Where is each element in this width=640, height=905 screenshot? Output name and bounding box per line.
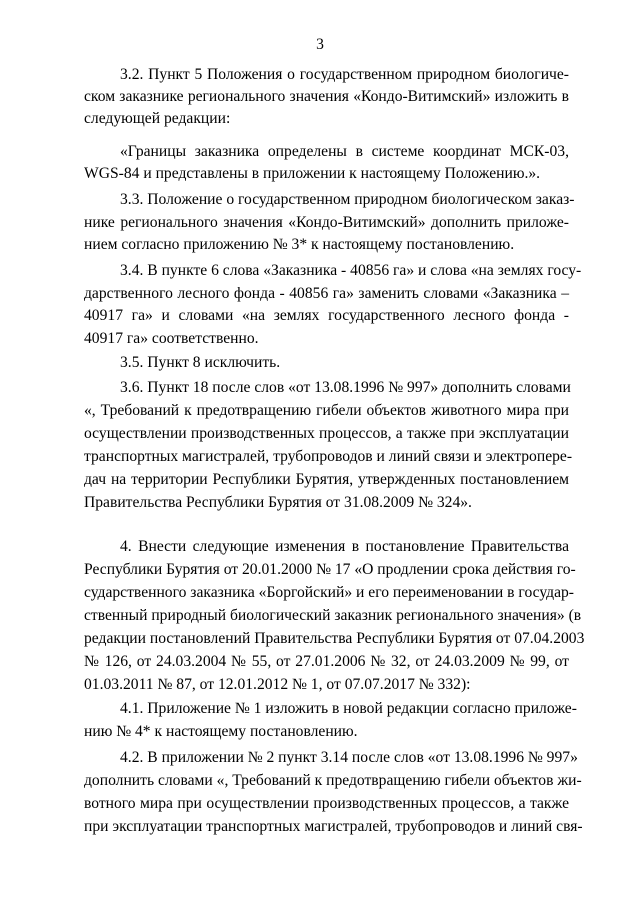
text-line: осуществлении производственных процессов, а также при эксплуатации bbox=[84, 425, 569, 442]
text-line: 3.4. В пункте 6 слова «Заказника - 40856 га» и слова «на землях госу- bbox=[120, 262, 582, 279]
text-line: Республики Бурятия от 20.01.2000 № 17 «О продлении срока действия го- bbox=[84, 561, 576, 578]
text-line: 3.3. Положение о государственном природном биологическом заказ- bbox=[120, 191, 575, 208]
text-line: нике регионального значения «Кондо-Витимский» дополнить приложе- bbox=[84, 214, 569, 231]
text-line: 01.03.2011 № 87, от 12.01.2012 № 1, от 07.07.2017 № 332): bbox=[84, 676, 471, 693]
text-line: нием согласно приложению № 3* к настоящему постановлению. bbox=[84, 236, 515, 253]
text-line: WGS-84 и представлены в приложении к настоящему Положению.». bbox=[84, 165, 541, 182]
text-line: следующей редакции: bbox=[84, 110, 231, 127]
text-line: 4. Внести следующие изменения в постановление Правительства bbox=[120, 538, 569, 555]
text-line: Правительства Республики Бурятия от 31.08.2009 № 324». bbox=[84, 494, 472, 511]
text-line: дарственного лесного фонда - 40856 га» заменить словами «Заказника – bbox=[84, 285, 569, 302]
text-line: сударственного заказника «Боргойский» и его переименовании в государ- bbox=[84, 584, 574, 601]
text-line: 4.1. Приложение № 1 изложить в новой редакции согласно приложе- bbox=[120, 700, 577, 717]
text-line: ском заказнике регионального значения «Кондо-Витимский» изложить в bbox=[84, 88, 569, 105]
text-line: дополнить словами «, Требований к предотвращению гибели объектов жи- bbox=[84, 772, 582, 789]
text-line: вотного мира при осуществлении производственных процессов, а также bbox=[84, 795, 569, 812]
text-line: ственный природный биологический заказник регионального значения» (в bbox=[84, 607, 582, 624]
text-line: 3.6. Пункт 18 после слов «от 13.08.1996 № 997» дополнить словами bbox=[120, 379, 571, 396]
text-line: дач на территории Республики Бурятия, утвержденных постановлением bbox=[84, 471, 569, 488]
text-line: нию № 4* к настоящему постановлению. bbox=[84, 723, 358, 740]
text-line: редакции постановлений Правительства Республики Бурятия от 07.04.2003 bbox=[84, 630, 585, 647]
text-line: 3.5. Пункт 8 исключить. bbox=[120, 354, 281, 371]
text-line: № 126, от 24.03.2004 № 55, от 27.01.2006 № 32, от 24.03.2009 № 99, от bbox=[84, 653, 569, 670]
text-line: 40917 га» и словами «на землях государственного лесного фонда - bbox=[84, 307, 569, 324]
text-line: при эксплуатации транспортных магистралей, трубопроводов и линий свя- bbox=[84, 818, 583, 835]
text-line: 40917 га» соответственно. bbox=[84, 330, 259, 347]
text-line: «Границы заказника определены в системе координат МСК-03, bbox=[120, 143, 569, 160]
text-line: 4.2. В приложении № 2 пункт 3.14 после слов «от 13.08.1996 № 997» bbox=[120, 749, 578, 766]
text-line: транспортных магистралей, трубопроводов и линий связи и электропере- bbox=[84, 448, 573, 465]
page-number: 3 bbox=[316, 36, 324, 53]
text-line: 3.2. Пункт 5 Положения о государственном природном биологиче- bbox=[120, 66, 569, 83]
text-line: «, Требований к предотвращению гибели объектов животного мира при bbox=[84, 402, 569, 419]
